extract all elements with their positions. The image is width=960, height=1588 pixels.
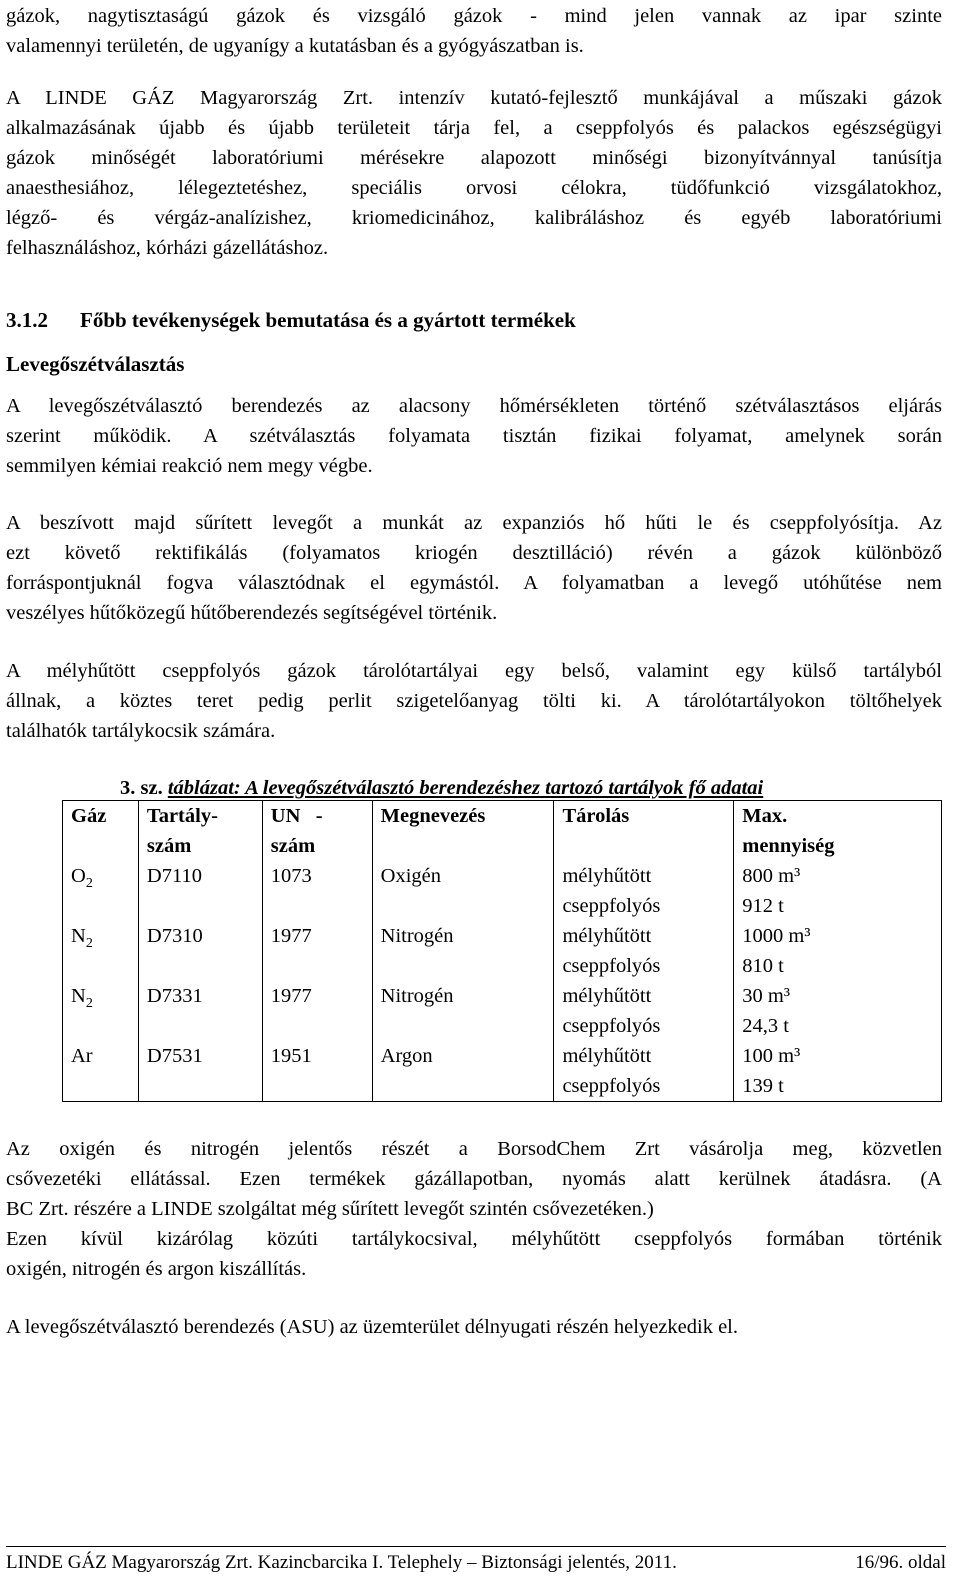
table-caption	[120, 773, 763, 803]
text-line: alkalmazásának újabb és újabb területeit tárja fel, a cseppfolyós és palackos egészségügyi	[6, 117, 942, 139]
text-line: gázok minőségét laboratóriumi mérésekre alapozott minőségi bizonyítvánnyal tanúsítja	[6, 147, 942, 169]
section-heading	[6, 305, 576, 335]
header-tank-number: Tartály- szám	[138, 801, 262, 862]
paragraph-asu-location	[6, 1312, 942, 1342]
tank-data-table	[62, 800, 942, 1102]
text-line: anaesthesiához, lélegeztetéshez, speciális orvosi célokra, tüdőfunkció vizsgálatokhoz,	[6, 177, 942, 199]
text-line: A mélyhűtött cseppfolyós gázok tárolótartályai egy belső, valamint egy külső tartályból	[6, 660, 942, 682]
cell-gas: Ar	[63, 1041, 139, 1102]
cell-max: 100 m³ 139 t	[734, 1041, 942, 1102]
cell-tank: D7531	[138, 1041, 262, 1102]
table-header-row	[63, 801, 942, 862]
text-line: gázok, nagytisztaságú gázok és vizsgáló gázok - mind jelen vannak az ipar szinte	[6, 5, 942, 27]
caption-text: táblázat: A levegőszétválasztó berendezéshez tartozó tartályok fő adatai	[167, 777, 764, 799]
cell-max: 30 m³ 24,3 t	[734, 981, 942, 1041]
cell-name: Oxigén	[372, 861, 554, 921]
table-row	[63, 981, 942, 1041]
cell-tank: D7110	[138, 861, 262, 921]
caption-prefix: 3. sz.	[120, 777, 168, 799]
paragraph-storage	[6, 656, 942, 746]
text-line: A levegőszétválasztó berendezés (ASU) az üzemterület délnyugati részén helyezkedik el.	[6, 1316, 738, 1338]
text-line: A LINDE GÁZ Magyarország Zrt. intenzív kutató-fejlesztő munkájával a műszaki gázok	[6, 87, 942, 109]
text-line: valamennyi területén, de ugyanígy a kutatásban és a gyógyászatban is.	[6, 35, 584, 57]
cell-tank: D7331	[138, 981, 262, 1041]
text-line: állnak, a köztes teret pedig perlit szigetelőanyag tölti ki. A tárolótartályokon töltőhelyek	[6, 690, 942, 712]
text-line: A levegőszétválasztó berendezés az alacsony hőmérsékleten történő szétválasztásos eljárás	[6, 395, 942, 417]
table-row	[63, 861, 942, 921]
text-line: légző- és vérgáz-analízishez, kriomedicinához, kalibráláshoz és egyéb laboratóriumi	[6, 207, 942, 229]
cell-name: Nitrogén	[372, 921, 554, 981]
page-footer	[6, 1546, 946, 1577]
text-line: felhasználáshoz, kórházi gázellátáshoz.	[6, 237, 329, 259]
text-line: semmilyen kémiai reakció nem megy végbe.	[6, 455, 373, 477]
paragraph-separation	[6, 391, 942, 481]
footer-document-title: LINDE GÁZ Magyarország Zrt. Kazincbarcika I. Telephely – Biztonsági jelentés, 2011.	[6, 1552, 677, 1573]
cell-max: 800 m³ 912 t	[734, 861, 942, 921]
header-un-number: UN - szám	[262, 801, 372, 862]
text-line: Az oxigén és nitrogén jelentős részét a BorsodChem Zrt vásárolja meg, közvetlen	[6, 1138, 942, 1160]
text-line: veszélyes hűtőközegű hűtőberendezés segítségével történik.	[6, 602, 498, 624]
paragraph-linde-research	[6, 83, 942, 263]
table-row	[63, 1041, 942, 1102]
section-number: 3.1.2	[6, 308, 48, 332]
text-line: Ezen kívül kizárólag közúti tartálykocsival, mélyhűtött cseppfolyós formában történik	[6, 1228, 942, 1250]
paragraph-process	[6, 508, 942, 628]
cell-storage: mélyhűtött cseppfolyós	[554, 981, 734, 1041]
text-line: szerint működik. A szétválasztás folyamata tisztán fizikai folyamat, amelynek során	[6, 425, 942, 447]
text-line: találhatók tartálykocsik számára.	[6, 720, 276, 742]
paragraph-intro-end	[6, 1, 942, 61]
cell-gas: $N_2$	[63, 921, 139, 981]
cell-max: 1000 m³ 810 t	[734, 921, 942, 981]
header-storage: Tárolás	[554, 801, 734, 862]
text-line: A beszívott majd sűrített levegőt a munkát az expanziós hő hűti le és cseppfolyósítja. Az	[6, 512, 942, 534]
cell-storage: mélyhűtött cseppfolyós	[554, 921, 734, 981]
cell-un: 1951	[262, 1041, 372, 1102]
subheading: Levegőszétválasztás	[6, 352, 185, 376]
footer-page-number: 16/96. oldal	[855, 1552, 946, 1573]
cell-tank: D7310	[138, 921, 262, 981]
paragraph-borsodchem	[6, 1134, 942, 1284]
text-line: ezt követő rektifikálás (folyamatos kriogén desztilláció) révén a gázok különböző	[6, 542, 942, 564]
text-line: forráspontjuknál fogva választódnak el egymástól. A folyamatban a levegő utóhűtése nem	[6, 572, 942, 594]
header-name: Megnevezés	[372, 801, 554, 862]
text-line: BC Zrt. részére a LINDE szolgáltat még sűrített levegőt szintén csővezetéken.)	[6, 1198, 654, 1220]
cell-un: 1977	[262, 981, 372, 1041]
cell-un: 1977	[262, 921, 372, 981]
header-gas: Gáz	[63, 801, 139, 862]
cell-storage: mélyhűtött cseppfolyós	[554, 861, 734, 921]
text-line: oxigén, nitrogén és argon kiszállítás.	[6, 1258, 307, 1280]
cell-name: Nitrogén	[372, 981, 554, 1041]
cell-un: 1073	[262, 861, 372, 921]
table-row	[63, 921, 942, 981]
header-max-quantity: Max. mennyiség	[734, 801, 942, 862]
cell-storage: mélyhűtött cseppfolyós	[554, 1041, 734, 1102]
text-line: csővezetéki ellátással. Ezen termékek gázállapotban, nyomás alatt kerülnek átadásra. (A	[6, 1168, 942, 1190]
cell-gas: $N_2$	[63, 981, 139, 1041]
cell-name: Argon	[372, 1041, 554, 1102]
section-title: Főbb tevékenységek bemutatása és a gyártott termékek	[80, 308, 576, 332]
cell-gas: $O_2$	[63, 861, 139, 921]
